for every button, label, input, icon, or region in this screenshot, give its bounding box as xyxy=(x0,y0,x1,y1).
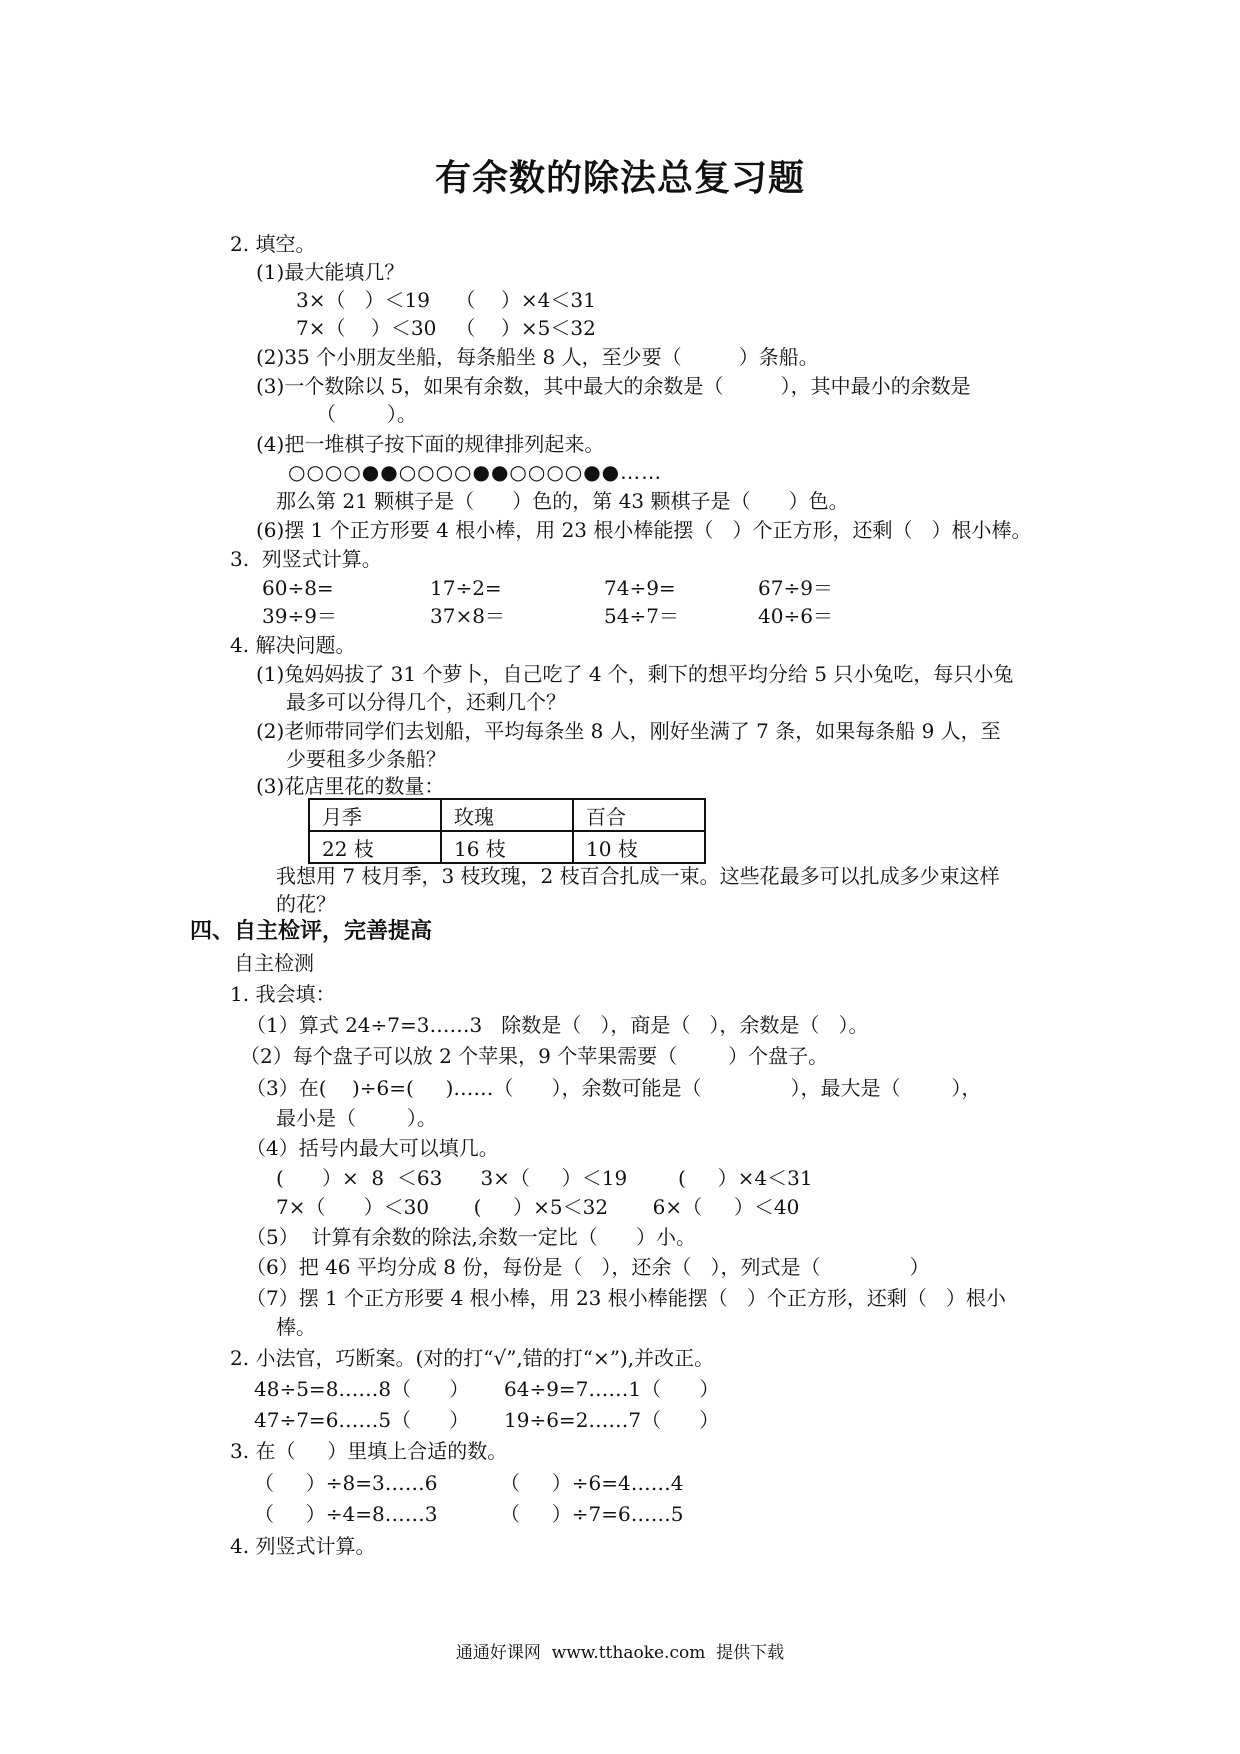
page-title: 有余数的除法总复习题 xyxy=(434,158,805,199)
page-footer: 通通好课网 www.tthaoke.com 提供下载 xyxy=(455,1643,785,1663)
part-4-q1-5: （5） 计算有余数的除法,余数一定比（ ）小。 xyxy=(246,1225,696,1249)
table-row xyxy=(309,799,705,831)
calc-2-1: 39÷9＝ xyxy=(262,604,337,628)
question-2-1: (1)最大能填几？ xyxy=(256,260,405,284)
judge-2-1: 47÷7=6……5（ ） xyxy=(254,1408,470,1432)
table-header-cell: 玫瑰 xyxy=(441,799,573,831)
question-2-1-row-1: 3×（ ）＜19 （ ）×4＜31 xyxy=(296,288,596,312)
section-2-heading: 2. 填空。 xyxy=(230,232,316,256)
table-cell: 22 枝 xyxy=(309,831,441,863)
part-4-q1-4-row-2: 7×（ ）＜30 ( ）×5＜32 6×（ ）＜40 xyxy=(276,1195,800,1219)
part-4-q1-3-line-1: （3）在( )÷6=( )……（ ），余数可能是（ ），最大是（ ）， xyxy=(246,1076,982,1100)
part-4-q1-1: （1）算式 24÷7=3……3 除数是（ ），商是（ ），余数是（ ）。 xyxy=(246,1013,869,1037)
problem-4-3-text-line-1: 我想用 7 枝月季，3 枝玫瑰，2 枝百合扎成一束。这些花最多可以扎成多少束这样 xyxy=(276,864,1000,888)
fill-1-2: （ ）÷6=4……4 xyxy=(500,1471,684,1495)
question-2-6: (6)摆 1 个正方形要 4 根小棒，用 23 根小棒能摆（ ）个正方形，还剩（ ）根小棒。 xyxy=(256,518,1032,542)
judge-1-2: 64÷9=7……1（ ） xyxy=(504,1377,720,1401)
problem-4-3-text-line-2: 的花？ xyxy=(276,892,336,916)
problem-4-1-line-1: (1)兔妈妈拔了 31 个萝卜，自己吃了 4 个，剩下的想平均分给 5 只小兔吃，每只小兔 xyxy=(256,662,1014,686)
section-3-heading: 3. 列竖式计算。 xyxy=(230,547,382,571)
part-4-heading: 四、自主检评，完善提高 xyxy=(190,919,433,944)
part-4-q1-7-line-1: （7）摆 1 个正方形要 4 根小棒，用 23 根小棒能摆（ ）个正方形，还剩（ ）根小 xyxy=(246,1286,1006,1310)
fill-2-1: （ ）÷4=8……3 xyxy=(254,1502,438,1526)
calc-1-2: 17÷2= xyxy=(430,576,502,600)
problem-4-2-line-1: (2)老师带同学们去划船，平均每条坐 8 人，刚好坐满了 7 条，如果每条船 9 人，至 xyxy=(256,719,1001,743)
part-4-q2-heading: 2. 小法官，巧断案。(对的打“√”,错的打“×”),并改正。 xyxy=(230,1346,715,1370)
calc-1-4: 67÷9＝ xyxy=(758,576,833,600)
table-row xyxy=(309,831,705,863)
calc-1-1: 60÷8= xyxy=(262,576,334,600)
table-cell: 16 枝 xyxy=(441,831,573,863)
problem-4-1-line-2: 最多可以分得几个，还剩几个？ xyxy=(286,690,566,714)
part-4-q1-2: （2）每个盘子可以放 2 个苹果，9 个苹果需要（ ）个盘子。 xyxy=(240,1044,829,1068)
calc-2-2: 37×8＝ xyxy=(430,604,505,628)
section-4-heading: 4. 解决问题。 xyxy=(230,633,356,657)
chess-pieces-pattern: ○○○○●●○○○○●●○○○○●●…… xyxy=(288,460,663,484)
calc-1-3: 74÷9= xyxy=(604,576,676,600)
fill-2-2: （ ）÷7=6……5 xyxy=(500,1502,684,1526)
part-4-q1-6: （6）把 46 平均分成 8 份，每份是（ ），还余（ ），列式是（ ） xyxy=(246,1255,930,1279)
part-4-q1-heading: 1. 我会填： xyxy=(230,982,336,1006)
table-header-cell: 月季 xyxy=(309,799,441,831)
question-2-4: (4)把一堆棋子按下面的规律排列起来。 xyxy=(256,432,605,456)
question-2-1-row-2: 7×（ ）＜30 （ ）×5＜32 xyxy=(296,316,596,340)
problem-4-3: (3)花店里花的数量： xyxy=(256,774,445,798)
part-4-q1-7-line-2: 棒。 xyxy=(276,1315,316,1339)
calc-2-3: 54÷7＝ xyxy=(604,604,679,628)
table-header-cell: 百合 xyxy=(573,799,705,831)
problem-4-2-line-2: 少要租多少条船？ xyxy=(286,747,446,771)
question-2-3-line-1: (3)一个数除以 5，如果有余数，其中最大的余数是（ ），其中最小的余数是 xyxy=(256,374,971,398)
question-2-3-line-2: （ ）。 xyxy=(316,402,417,426)
table-cell: 10 枝 xyxy=(573,831,705,863)
fill-1-1: （ ）÷8=3……6 xyxy=(254,1471,438,1495)
judge-2-2: 19÷6=2……7（ ） xyxy=(504,1408,720,1432)
part-4-q1-4: （4）括号内最大可以填几。 xyxy=(246,1136,499,1160)
part-4-q4-heading: 4. 列竖式计算。 xyxy=(230,1534,376,1558)
question-2-4-answer: 那么第 21 颗棋子是（ ）色的，第 43 颗棋子是（ ）色。 xyxy=(276,489,849,513)
part-4-q1-4-row-1: ( ）× 8 ＜63 3×（ ）＜19 ( ）×4＜31 xyxy=(276,1166,813,1190)
flower-table xyxy=(308,798,706,864)
calc-2-4: 40÷6＝ xyxy=(758,604,833,628)
judge-1-1: 48÷5=8……8（ ） xyxy=(254,1377,470,1401)
part-4-subheading: 自主检测 xyxy=(234,951,314,975)
part-4-q3-heading: 3. 在（ ）里填上合适的数。 xyxy=(230,1439,508,1463)
question-2-2: (2)35 个小朋友坐船，每条船坐 8 人，至少要（ ）条船。 xyxy=(256,345,819,369)
part-4-q1-3-line-2: 最小是（ ）。 xyxy=(276,1106,437,1130)
